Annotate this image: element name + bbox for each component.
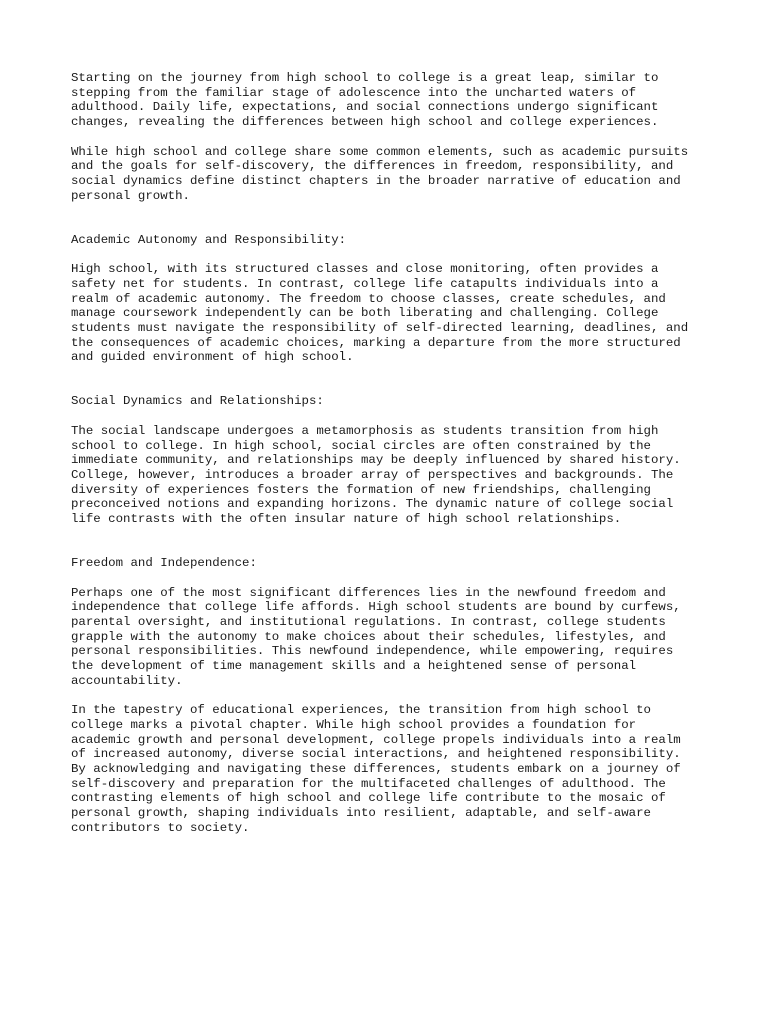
section-body: High school, with its structured classes and close monitoring, often provides a safety net for students. In contrast, college life catapults individuals into a realm of academic autonomy. The freedom to choose classes, create schedules, and manage coursework independently can be both liberating and challenging. College students must navigate the responsibility of self-directed learning, deadlines, and the consequences of academic choices, marking a departure from the more structured and guided environment of high school. [71, 262, 689, 365]
section-body: Perhaps one of the most significant differences lies in the newfound freedom and independence that college life affords. High school students are bound by curfews, parental oversight, and institutional regulations. In contrast, college students grapple with the autonomy to make choices about their schedules, lifestyles, and personal responsibilities. This newfound independence, while empowering, requires the development of time management skills and a heightened sense of personal accountability. [71, 585, 681, 688]
conclusion-paragraph: In the tapestry of educational experiences, the transition from high school to college marks a pivotal chapter. While high school provides a foundation for academic growth and personal development, college propels individuals into a realm of increased autonomy, diverse social interactions, and heightened responsibility. By acknowledging and navigating these differences, students embark on a journey of self-discovery and preparation for the multifaceted challenges of adulthood. The contrasting elements of high school and college life contribute to the mosaic of personal growth, shaping individuals into resilient, adaptable, and self-aware contributors to society. [71, 703, 681, 835]
section-body: The social landscape undergoes a metamorphosis as students transition from high school to college. In high school, social circles are often constrained by the immediate community, and relationships may be deeply influenced by shared history. College, however, introduces a broader array of perspectives and backgrounds. The diversity of experiences fosters the formation of new friendships, challenging preconceived notions and expanding horizons. The dynamic nature of college social life contrasts with the often insular nature of high school relationships. [71, 423, 681, 527]
section-heading: Freedom and Independence: [71, 556, 257, 571]
section-heading: Academic Autonomy and Responsibility: [71, 232, 347, 247]
overview-paragraph: While high school and college share some common elements, such as academic pursuits and the goals for self-discovery, the differences in freedom, responsibility, and social dynamics define distinct chapters in the broader narrative of education and personal growth. [71, 144, 689, 203]
intro-paragraph: Starting on the journey from high school to college is a great leap, similar to stepping from the familiar stage of adolescence into the uncharted waters of adulthood. Daily life, expectations, and social connections undergo significant changes, revealing the differences between high school and college experiences. [71, 71, 659, 130]
document-page [71, 71, 731, 850]
section-freedom [71, 541, 731, 688]
section-social [71, 380, 731, 527]
section-academic [71, 218, 731, 365]
section-heading: Social Dynamics and Relationships: [71, 394, 324, 409]
